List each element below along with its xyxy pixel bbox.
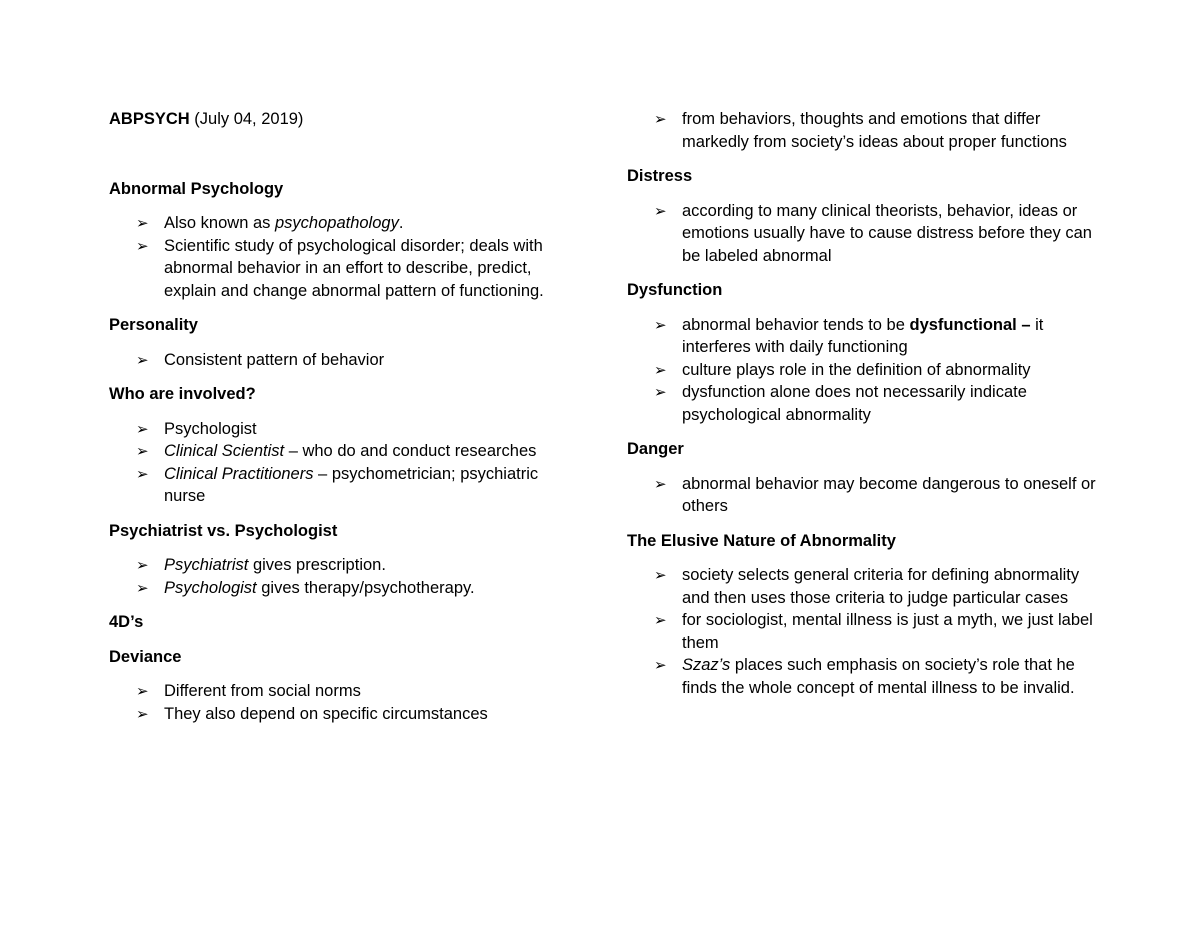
- heading-abnormal-psychology: Abnormal Psychology: [109, 179, 284, 198]
- list-item: ➢ They also depend on specific circumstances: [136, 703, 559, 726]
- arrow-bullet-icon: ➢: [654, 201, 667, 220]
- list-who-are-involved: [109, 418, 559, 508]
- arrow-bullet-icon: ➢: [654, 474, 667, 493]
- arrow-bullet-icon: ➢: [136, 236, 149, 255]
- list-item: ➢ Psychologist: [136, 418, 559, 441]
- arrow-bullet-icon: ➢: [136, 578, 149, 597]
- arrow-bullet-icon: ➢: [136, 419, 149, 438]
- page-title: [109, 108, 559, 131]
- list-item: ➢ abnormal behavior tends to be dysfunctional – it interferes with daily functioning: [654, 315, 1044, 356]
- heading-distress: Distress: [627, 167, 693, 185]
- heading-who-are-involved: Who are involved?: [109, 385, 256, 403]
- list-item: ➢ society selects general criteria for defining abnormality and then uses those criteria to judge particular cases: [654, 566, 1080, 607]
- list-item: ➢ culture plays role in the definition of abnormality: [654, 359, 1097, 382]
- arrow-bullet-icon: ➢: [654, 611, 667, 629]
- arrow-bullet-icon: ➢: [136, 214, 149, 232]
- list-item: ➢ Clinical Practitioners – psychometrician; psychiatric nurse: [136, 464, 539, 505]
- list-item: ➢ Psychologist gives therapy/psychotherapy.: [136, 577, 559, 600]
- arrow-bullet-icon: ➢: [654, 315, 667, 334]
- list-danger: [627, 473, 1097, 518]
- list-item: ➢ from behaviors, thoughts and emotions that differ markedly from society’s ideas about proper functions: [654, 110, 1067, 151]
- list-distress: [627, 200, 1097, 268]
- arrow-bullet-icon: ➢: [136, 682, 149, 700]
- list-personality: [109, 349, 559, 372]
- list-item: ➢ Also known as psychopathology.: [136, 212, 559, 235]
- arrow-bullet-icon: ➢: [654, 383, 667, 401]
- arrow-bullet-icon: ➢: [136, 556, 149, 574]
- heading-danger: Danger: [627, 440, 684, 458]
- list-item: ➢ Clinical Scientist – who do and conduct researches: [136, 440, 559, 463]
- list-deviance: [109, 680, 559, 725]
- list-deviance-continued: [627, 108, 1097, 153]
- left-column: [109, 108, 559, 737]
- arrow-bullet-icon: ➢: [136, 464, 149, 483]
- list-item: ➢ dysfunction alone does not necessarily indicate psychological abnormality: [654, 383, 1027, 424]
- heading-personality: Personality: [109, 316, 198, 334]
- list-psychiatrist-vs-psychologist: [109, 554, 559, 599]
- list-item: ➢ abnormal behavior may become dangerous to oneself or others: [654, 474, 1096, 515]
- list-dysfunction: [627, 314, 1097, 427]
- heading-dysfunction: Dysfunction: [627, 281, 723, 299]
- arrow-bullet-icon: ➢: [654, 360, 667, 379]
- list-item: ➢ Different from social norms: [136, 680, 559, 703]
- list-item: ➢ according to many clinical theorists, behavior, ideas or emotions usually have to cause distress before they can be labeled abnormal: [654, 201, 1092, 265]
- heading-4ds: 4D’s: [109, 613, 144, 631]
- list-item: ➢ Psychiatrist gives prescription.: [136, 554, 559, 577]
- heading-elusive-nature: The Elusive Nature of Abnormality: [627, 531, 896, 550]
- list-item: ➢ for sociologist, mental illness is just a myth, we just label them: [654, 611, 1093, 652]
- right-column: [627, 108, 1097, 711]
- arrow-bullet-icon: ➢: [654, 566, 667, 584]
- arrow-bullet-icon: ➢: [136, 704, 149, 723]
- list-item: ➢ Scientific study of psychological disorder; deals with abnormal behavior in an effort to describe, predict, explain and change abnormal pattern of functioning.: [136, 236, 544, 300]
- list-elusive-nature: [627, 564, 1097, 699]
- list-item: ➢ Consistent pattern of behavior: [136, 349, 559, 372]
- list-abnormal-psychology: [109, 212, 559, 302]
- heading-deviance: Deviance: [109, 647, 182, 666]
- title-date: (July 04, 2019): [189, 110, 304, 128]
- arrow-bullet-icon: ➢: [654, 656, 667, 674]
- heading-psychiatrist-vs-psychologist: Psychiatrist vs. Psychologist: [109, 521, 338, 540]
- arrow-bullet-icon: ➢: [136, 442, 149, 460]
- arrow-bullet-icon: ➢: [136, 350, 149, 369]
- list-item: ➢ Szaz’s places such emphasis on society’s role that he finds the whole concept of mental illness to be invalid.: [654, 656, 1075, 697]
- arrow-bullet-icon: ➢: [654, 110, 667, 128]
- title-bold: ABPSYCH: [109, 110, 190, 128]
